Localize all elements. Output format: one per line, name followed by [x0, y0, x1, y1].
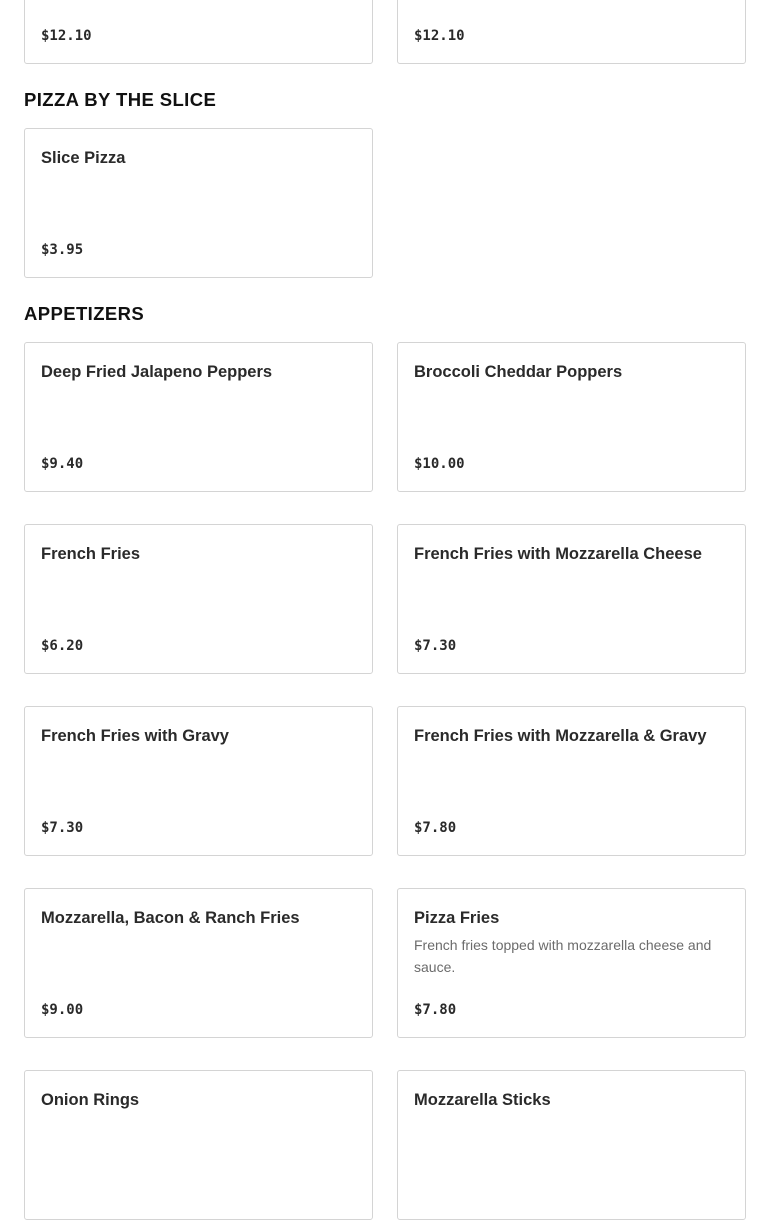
item-name: Mozzarella Sticks	[414, 1091, 551, 1109]
item-price: $7.80	[414, 1002, 457, 1018]
menu-item-card[interactable]	[397, 888, 746, 1038]
item-name: Slice Pizza	[41, 149, 126, 167]
item-name: French Fries with Gravy	[41, 727, 229, 745]
menu-item-card[interactable]	[24, 0, 373, 64]
menu-item-card[interactable]	[24, 342, 373, 492]
menu-item-card[interactable]	[24, 706, 373, 856]
item-price: $9.00	[41, 1002, 84, 1018]
item-price: $9.40	[41, 456, 84, 472]
item-name: French Fries with Mozzarella & Gravy	[414, 727, 707, 745]
item-name: French Fries with Mozzarella Cheese	[414, 545, 702, 563]
item-price: $12.10	[414, 28, 465, 44]
item-name: Pizza Fries	[414, 909, 500, 927]
item-price: $7.30	[41, 820, 84, 836]
item-price: $12.10	[41, 28, 92, 44]
item-price: $10.00	[414, 456, 465, 472]
menu-item-card[interactable]	[397, 1070, 746, 1220]
item-name: Deep Fried Jalapeno Peppers	[41, 363, 273, 381]
menu-item-card[interactable]	[24, 888, 373, 1038]
item-price: $7.30	[414, 638, 457, 654]
item-name: French Fries	[41, 545, 141, 563]
item-name: Mozzarella, Bacon & Ranch Fries	[41, 909, 300, 927]
menu-item-card[interactable]	[397, 342, 746, 492]
menu-item-card[interactable]	[24, 524, 373, 674]
menu-item-card[interactable]	[397, 524, 746, 674]
item-description: French fries topped with mozzarella cheese and sauce.	[414, 937, 712, 975]
section-title-pizza-by-the-slice: PIZZA BY THE SLICE	[24, 89, 217, 110]
section-title-appetizers: APPETIZERS	[24, 303, 145, 324]
menu-item-card[interactable]	[397, 0, 746, 64]
item-price: $3.95	[41, 242, 84, 258]
item-price: $7.80	[414, 820, 457, 836]
menu-item-card[interactable]	[24, 128, 373, 278]
item-price: $6.20	[41, 638, 84, 654]
menu-item-card[interactable]	[397, 706, 746, 856]
menu-item-card[interactable]	[24, 1070, 373, 1220]
item-name: Onion Rings	[41, 1091, 140, 1109]
item-name: Broccoli Cheddar Poppers	[414, 363, 623, 381]
